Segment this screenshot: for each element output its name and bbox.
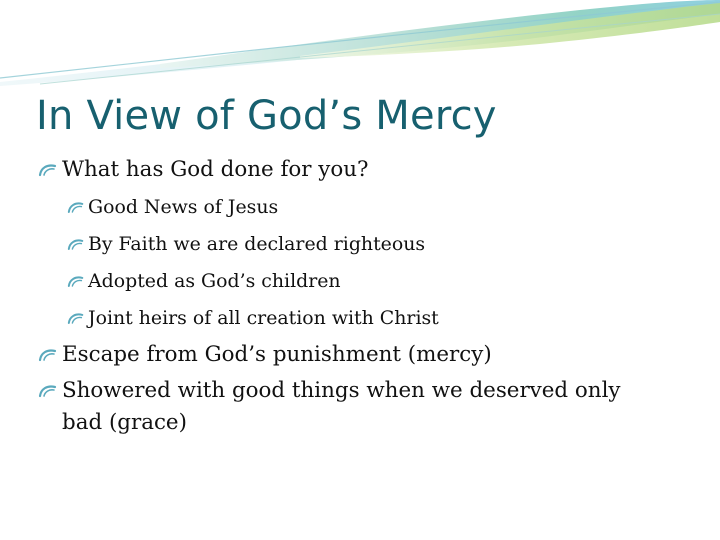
arc-bullet-icon: [67, 300, 86, 337]
bullet-text: Escape from God’s punishment (mercy): [62, 342, 492, 367]
arc-bullet-icon: [67, 226, 86, 263]
bullet-text: What has God done for you?: [62, 157, 369, 182]
subbullet-text: Adopted as God’s children: [88, 270, 341, 292]
bullet-text: Showered with good things when we deserved only bad (grace): [62, 378, 621, 435]
arc-bullet-icon: [67, 263, 86, 300]
arc-bullet-icon: [38, 375, 60, 407]
bullet-item: [38, 154, 678, 186]
arc-bullet-icon: [38, 339, 60, 371]
slide-title: In View of God’s Mercy: [36, 93, 497, 139]
subbullet-text: Good News of Jesus: [88, 196, 279, 218]
subbullet-item: [67, 226, 678, 263]
bullet-item: [38, 339, 678, 371]
subbullet-text: Joint heirs of all creation with Christ: [88, 307, 439, 329]
subbullet-item: [67, 300, 678, 337]
bullet-item: [38, 375, 678, 439]
arc-bullet-icon: [67, 189, 86, 226]
arc-bullet-icon: [38, 154, 60, 186]
slide-content: [38, 150, 678, 439]
subbullet-item: [67, 189, 678, 226]
subbullet-item: [67, 263, 678, 300]
subbullet-text: By Faith we are declared righteous: [88, 233, 426, 255]
header-swoosh-decoration: [0, 0, 720, 90]
